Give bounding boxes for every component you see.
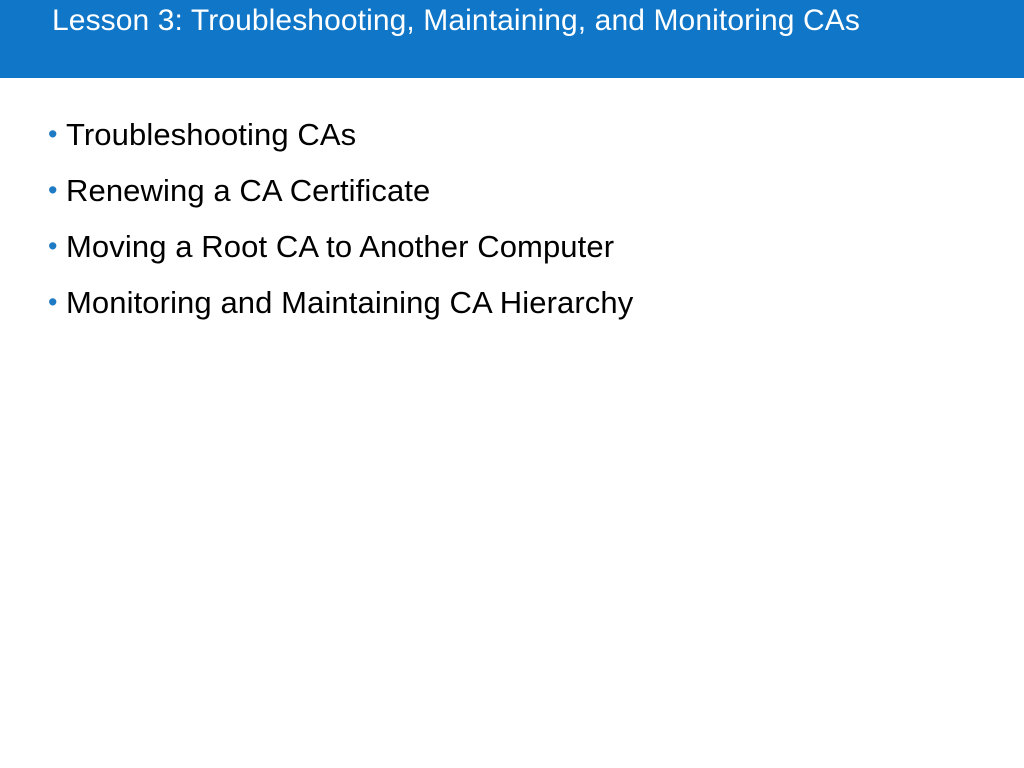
list-item-label: Moving a Root CA to Another Computer: [66, 229, 615, 264]
slide-title-bar: [0, 0, 1024, 78]
list-item: [44, 224, 984, 269]
bullet-icon: •: [48, 287, 58, 317]
list-item-label: Monitoring and Maintaining CA Hierarchy: [66, 285, 634, 320]
bullet-list: [44, 112, 984, 336]
list-item: [44, 112, 984, 157]
list-item: [44, 280, 984, 325]
list-item: [44, 168, 984, 213]
page-title: Lesson 3: Troubleshooting, Maintaining, and Monitoring CAs: [52, 4, 860, 37]
bullet-icon: •: [48, 231, 58, 261]
list-item-label: Renewing a CA Certificate: [66, 173, 431, 208]
title-bar-accent: [0, 0, 48, 78]
list-item-label: Troubleshooting CAs: [66, 117, 357, 152]
bullet-icon: •: [48, 119, 58, 149]
bullet-icon: •: [48, 175, 58, 205]
